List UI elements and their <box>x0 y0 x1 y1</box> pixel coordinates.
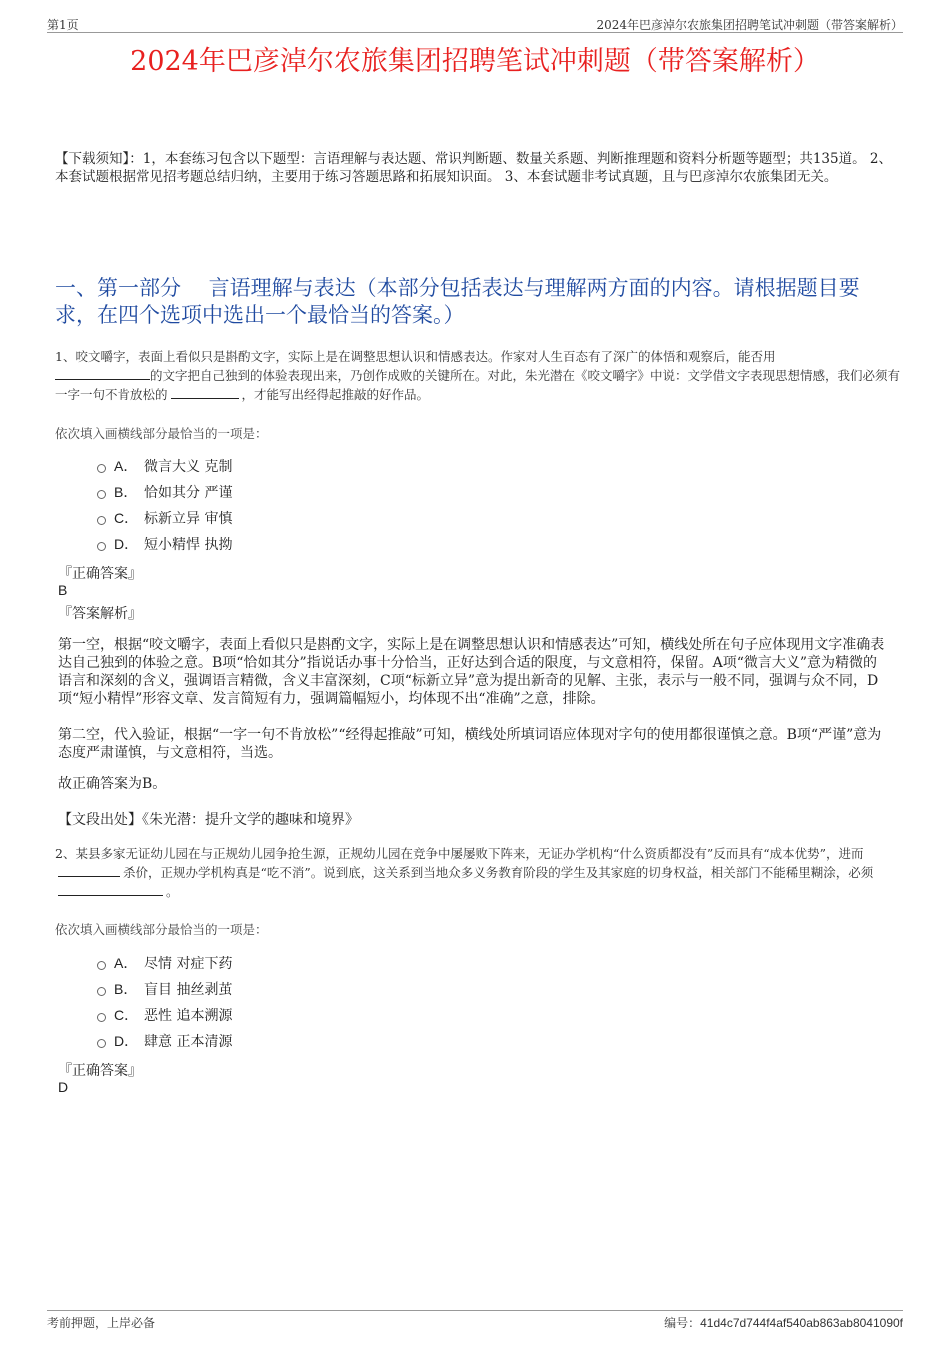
footer-code-label: 编号： <box>664 1316 701 1330</box>
question-stem-text: 2、某县多家无证幼儿园在与正规幼儿园争抢生源，正规幼儿园在竞争中屡屡败下阵来，无证办学机构“什么资质都没有”反而具有“成本优势”，进而 <box>55 846 864 861</box>
question-stem-text: 。 <box>166 884 179 899</box>
question-2-stem <box>55 844 903 901</box>
footer-code-value: 41d4c7d744f4af540ab863ab8041090f <box>700 1316 903 1330</box>
download-notice: 【下载须知】：1，本套练习包含以下题型：言语理解与表达题、常识判断题、数量关系题、判断推理题和资料分析题等题型；共135道。 2、本套试题根据常见招考题总结归纳，主要用于练习答题思路和拓展知识面。 3、本套试题非考试真题，且与巴彦淖尔农旅集团无关。 <box>55 151 892 185</box>
option-a[interactable]: A． 尽情 对症下药 <box>97 953 232 973</box>
option-c[interactable]: C． 恶性 追本溯源 <box>97 1005 232 1025</box>
question-2-prompt: 依次填入画横线部分最恰当的一项是： <box>55 922 268 937</box>
footer-divider <box>47 1310 903 1311</box>
answer-blank <box>58 883 163 896</box>
analysis-label: 『答案解析』 <box>58 606 142 622</box>
analysis-paragraph: 第一空，根据“咬文嚼字，表面上看似只是斟酌文字，实际上是在调整思想认识和情感表达”可知，横线处所在句子应体现用文字准确表达自己独到的体验之意。B项“恰如其分”指说话办事十分恰当，正好达到合适的限度，与文意相符，保留。A项“微言大义”意为精微的语言和深刻的含义，强调语言精微，含义丰富深刻，C项“标新立异”意为提出新奇的见解、主张，表示与一般不同，强调与众不同，D项“短小精悍”形容文章、发言简短有力，强调篇幅短小，均体现不出“准确”之意，排除。 <box>58 637 885 707</box>
radio-icon[interactable] <box>97 961 106 970</box>
analysis-conclusion: 故正确答案为B。 <box>58 776 167 792</box>
radio-icon[interactable] <box>97 1013 106 1022</box>
analysis-paragraph: 第二空，代入验证，根据“一字一句不肯放松”“经得起推敲”可知，横线处所填词语应体现对字句的使用都很谨慎之意。B项“严谨”意为态度严肃谨慎，与文意相符，当选。 <box>58 727 882 761</box>
option-b[interactable]: B． 盲目 抽丝剥茧 <box>97 979 232 999</box>
answer-blank <box>58 864 120 877</box>
answer-blank <box>171 386 239 399</box>
section-heading: 一、第一部分 言语理解与表达（本部分包括表达与理解两方面的内容。请根据题目要求，在四个选项中选出一个最恰当的答案。） <box>55 276 860 327</box>
correct-answer: B <box>58 582 68 598</box>
radio-icon[interactable] <box>97 490 106 499</box>
correct-answer: D <box>58 1079 69 1095</box>
question-stem-text: 1、咬文嚼字，表面上看似只是斟酌文字，实际上是在调整思想认识和情感表达。作家对人生百态有了深广的体悟和观察后，能否用 <box>55 349 776 364</box>
text-source: 【文段出处】《朱光潜：提升文学的趣味和境界》 <box>58 812 359 828</box>
question-stem-text: ，才能写出经得起推敲的好作品。 <box>241 387 430 402</box>
footer-slogan: 考前押题，上岸必备 <box>47 1316 156 1330</box>
document-title: 2024年巴彦淖尔农旅集团招聘笔试冲刺题（带答案解析） <box>130 46 820 77</box>
answer-blank <box>55 367 150 380</box>
header-doc-title: 2024年巴彦淖尔农旅集团招聘笔试冲刺题（带答案解析） <box>596 18 903 32</box>
option-d[interactable]: D． 短小精悍 执拗 <box>97 534 232 554</box>
option-a[interactable]: A． 微言大义 克制 <box>97 456 232 476</box>
page-number: 第1页 <box>47 18 79 32</box>
radio-icon[interactable] <box>97 516 106 525</box>
footer-code <box>664 1314 903 1331</box>
option-b[interactable]: B． 恰如其分 严谨 <box>97 482 232 502</box>
page-header <box>47 14 903 33</box>
radio-icon[interactable] <box>97 464 106 473</box>
correct-answer-label: 『正确答案』 <box>58 1063 142 1079</box>
option-c[interactable]: C． 标新立异 审慎 <box>97 508 232 528</box>
correct-answer-label: 『正确答案』 <box>58 566 142 582</box>
question-1-stem <box>55 347 903 404</box>
radio-icon[interactable] <box>97 542 106 551</box>
question-stem-text: 杀价，正规办学机构真是“吃不消”。说到底，这关系到当地众多义务教育阶段的学生及其家庭的切身权益，相关部门不能稀里糊涂，必须 <box>123 865 874 880</box>
radio-icon[interactable] <box>97 987 106 996</box>
option-d[interactable]: D． 肆意 正本清源 <box>97 1031 232 1051</box>
question-1-prompt: 依次填入画横线部分最恰当的一项是： <box>55 426 268 441</box>
question-stem-text: 的文字把自己独到的体验表现出来，乃创作成败的关键所在。对此，朱光潜在《咬文嚼字》中说：文学借文字表现思想情感，我们必须有一字一句不肯放松的 <box>55 368 901 402</box>
radio-icon[interactable] <box>97 1039 106 1048</box>
